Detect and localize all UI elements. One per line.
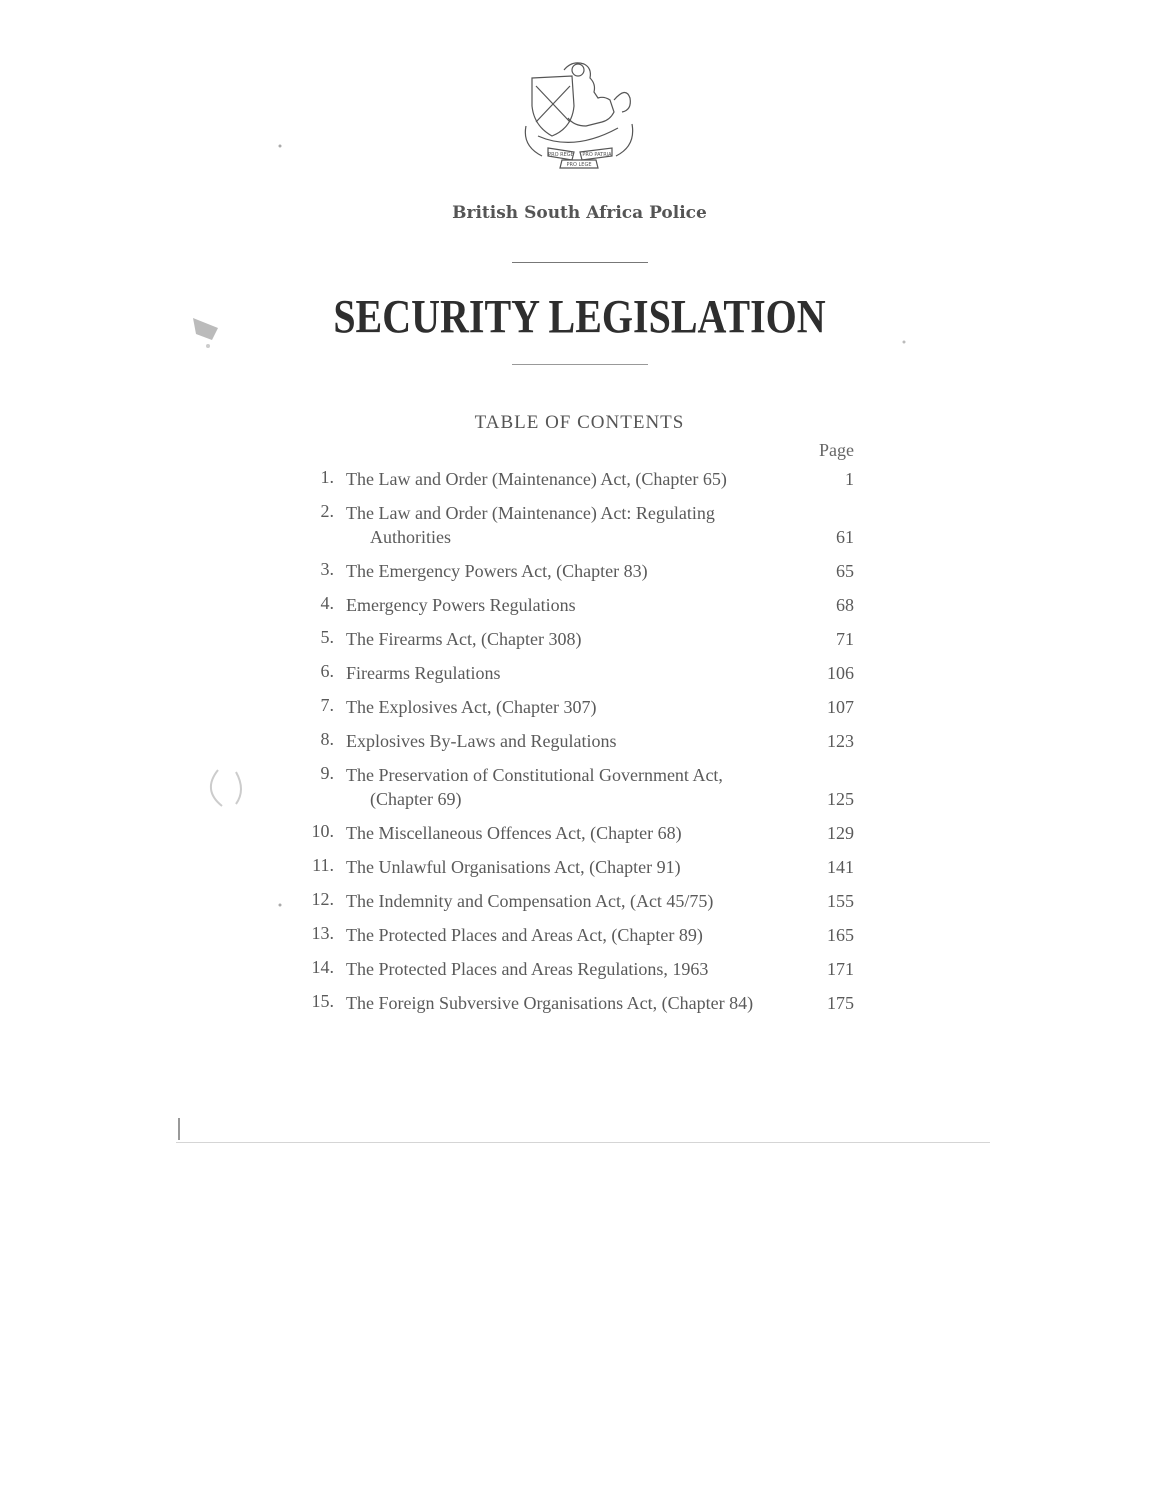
toc-entry-page: 165: [827, 925, 854, 945]
toc-entry-page: 71: [836, 629, 854, 649]
page-column-label: Page: [819, 440, 854, 460]
toc-entry-number: 5.: [320, 627, 334, 647]
toc-entry-title: The Emergency Powers Act, (Chapter 83): [346, 561, 648, 581]
toc-entry: [300, 991, 856, 1015]
toc-entry-page: 123: [827, 731, 854, 751]
toc-entry: [300, 821, 856, 845]
toc-entry: [300, 695, 856, 719]
toc-entry-title: The Indemnity and Compensation Act, (Act 45/75): [346, 891, 714, 911]
toc-entry-number: 2.: [320, 501, 334, 521]
toc-entry: [300, 559, 856, 583]
bsap-crest: [514, 56, 644, 186]
toc-entry-title: The Firearms Act, (Chapter 308): [346, 629, 582, 649]
toc-entry-page: 129: [827, 823, 854, 843]
toc-entry: [300, 923, 856, 947]
toc-entry-number: 15.: [311, 991, 334, 1011]
document-title: SECURITY LEGISLATION: [333, 290, 826, 344]
toc-entry-page: 155: [827, 891, 854, 911]
toc-entry-title-continued: (Chapter 69): [370, 789, 462, 809]
toc-entry-title: The Unlawful Organisations Act, (Chapter 91): [346, 857, 681, 877]
toc-entry-title: The Preservation of Constitutional Government Act,: [346, 765, 723, 785]
toc-entry-number: 11.: [312, 855, 334, 875]
toc-entry: [300, 467, 856, 491]
toc-entry-page: 171: [827, 959, 854, 979]
table-of-contents: [300, 467, 856, 1025]
organization-name: British South Africa Police: [452, 203, 707, 223]
toc-entry: [300, 855, 856, 879]
svg-text:PRO LEGE: PRO LEGE: [566, 162, 592, 168]
toc-entry-page: 107: [827, 697, 854, 717]
scan-page-edge: [176, 1142, 990, 1143]
toc-entry-title: The Protected Places and Areas Regulations, 1963: [346, 959, 709, 979]
toc-entry: [300, 661, 856, 685]
toc-entry-page: 68: [836, 595, 854, 615]
toc-entry-title: The Protected Places and Areas Act, (Chapter 89): [346, 925, 703, 945]
toc-entry-title: The Miscellaneous Offences Act, (Chapter 68): [346, 823, 682, 843]
toc-entry-number: 14.: [311, 957, 334, 977]
toc-entry-title: The Law and Order (Maintenance) Act, (Chapter 65): [346, 469, 727, 489]
toc-entry-number: 13.: [311, 923, 334, 943]
toc-entry-number: 1.: [320, 467, 334, 487]
toc-entry: [300, 957, 856, 981]
toc-entry: [300, 627, 856, 651]
toc-entry: [300, 889, 856, 913]
toc-entry-page: 61: [836, 527, 854, 547]
toc-entry-number: 10.: [311, 821, 334, 841]
toc-entry-number: 4.: [320, 593, 334, 613]
toc-entry-number: 12.: [311, 889, 334, 909]
toc-entry: [300, 501, 856, 549]
toc-entry-title: Firearms Regulations: [346, 663, 501, 683]
toc-heading: TABLE OF CONTENTS: [474, 412, 685, 433]
toc-entry-title: The Explosives Act, (Chapter 307): [346, 697, 597, 717]
toc-entry-page: 65: [836, 561, 854, 581]
toc-entry-page: 125: [827, 789, 854, 809]
toc-entry: [300, 593, 856, 617]
toc-entry: [300, 729, 856, 753]
toc-entry-number: 6.: [320, 661, 334, 681]
toc-entry-page: 141: [827, 857, 854, 877]
toc-entry: [300, 763, 856, 811]
toc-entry-title: The Foreign Subversive Organisations Act, (Chapter 84): [346, 993, 754, 1013]
toc-entry-number: 9.: [320, 763, 334, 783]
toc-entry-number: 3.: [320, 559, 334, 579]
toc-entry-title: Explosives By-Laws and Regulations: [346, 731, 617, 751]
toc-entry-title-continued: Authorities: [370, 527, 451, 547]
svg-text:PRO REGE: PRO REGE: [548, 152, 574, 158]
toc-entry-page: 106: [827, 663, 854, 683]
toc-entry-page: 1: [845, 469, 854, 489]
toc-entry-page: 175: [827, 993, 854, 1013]
svg-text:PRO PATRIA: PRO PATRIA: [582, 152, 612, 158]
toc-entry-title: The Law and Order (Maintenance) Act: Regulating: [346, 503, 715, 523]
bottom-divider: [512, 364, 648, 365]
toc-entry-number: 7.: [320, 695, 334, 715]
top-divider: [512, 262, 648, 263]
toc-entry-title: Emergency Powers Regulations: [346, 595, 576, 615]
toc-entry-number: 8.: [320, 729, 334, 749]
